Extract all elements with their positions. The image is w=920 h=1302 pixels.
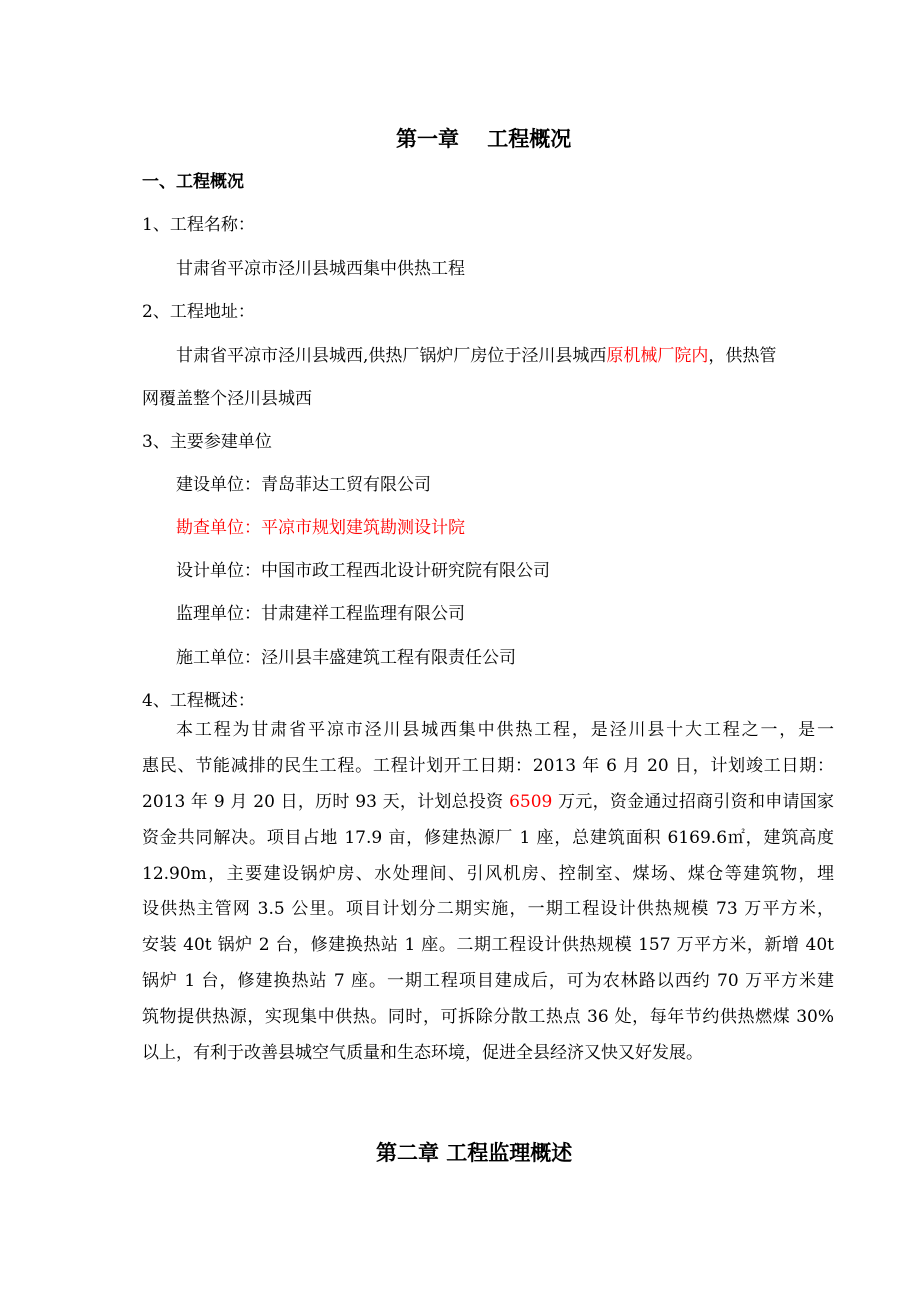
overview-line-8: 锅炉 1 台，修建换热站 7 座。一期工程项目建成后，可为农林路以西约 70 万平方米建 xyxy=(142,971,834,991)
address-text-1: 甘肃省平凉市泾川县城西,供热厂锅炉厂房位于泾川县城西 xyxy=(176,346,607,366)
overview-line-4: 资金共同解决。项目占地 17.9 亩，修建热源厂 1 座，总建筑面积 6169.6㎡，建筑高度 xyxy=(142,828,834,848)
project-address-line-1 xyxy=(176,345,776,367)
section-1-heading: 一、工程概况 xyxy=(142,172,244,192)
overview-line-9: 筑物提供热源，实现集中供热。同时，可拆除分散工热点 36 处，每年节约供热燃煤 30% xyxy=(142,1007,834,1027)
participant-survey-unit: 勘查单位：平凉市规划建筑勘测设计院 xyxy=(176,518,465,538)
participant-design-unit: 设计单位：中国市政工程西北设计研究院有限公司 xyxy=(176,561,550,581)
participant-contractor-unit: 施工单位：泾川县丰盛建筑工程有限责任公司 xyxy=(176,648,516,668)
project-address-line-2: 网覆盖整个泾川县城西 xyxy=(142,389,312,409)
overview-line-6: 设供热主管网 3.5 公里。项目计划分二期实施，一期工程设计供热规模 73 万平方米， xyxy=(142,899,834,919)
chapter-2-title: 第二章 工程监理概述 xyxy=(376,1140,573,1165)
overview-line-3-b: 万元，资金通过招商引资和申请国家 xyxy=(552,792,834,812)
overview-line-10: 以上，有利于改善县城空气质量和生态环境，促进全县经济又快又好发展。 xyxy=(142,1043,703,1063)
investment-amount: 6509 xyxy=(509,792,553,812)
project-name-label: 1、工程名称： xyxy=(142,215,255,235)
participants-label: 3、主要参建单位 xyxy=(142,432,272,452)
participant-construction-unit: 建设单位：青岛菲达工贸有限公司 xyxy=(176,475,431,495)
project-name-value: 甘肃省平凉市泾川县城西集中供热工程 xyxy=(176,259,465,279)
overview-line-3 xyxy=(142,791,834,813)
overview-line-1: 本工程为甘肃省平凉市泾川县城西集中供热工程，是泾川县十大工程之一，是一 xyxy=(176,720,834,740)
address-text-2: ，供热管 xyxy=(708,346,777,366)
chapter-1-title: 第一章 工程概况 xyxy=(396,126,572,151)
overview-line-5: 12.90m，主要建设锅炉房、水处理间、引风机房、控制室、煤场、煤仓等建筑物，埋 xyxy=(142,864,834,884)
overview-line-7: 安装 40t 锅炉 2 台，修建换热站 1 座。二期工程设计供热规模 157 万平方米，新增 40t xyxy=(142,935,834,955)
address-highlight: 原机械厂院内 xyxy=(606,346,709,366)
overview-label: 4、工程概述： xyxy=(142,691,255,711)
overview-line-2: 惠民、节能减排的民生工程。工程计划开工日期：2013 年 6 月 20 日，计划竣工日期： xyxy=(142,756,834,776)
participant-supervision-unit: 监理单位：甘肃建祥工程监理有限公司 xyxy=(176,604,465,624)
project-address-label: 2、工程地址： xyxy=(142,302,255,322)
overview-line-3-a: 2013 年 9 月 20 日，历时 93 天，计划总投资 xyxy=(142,792,510,812)
